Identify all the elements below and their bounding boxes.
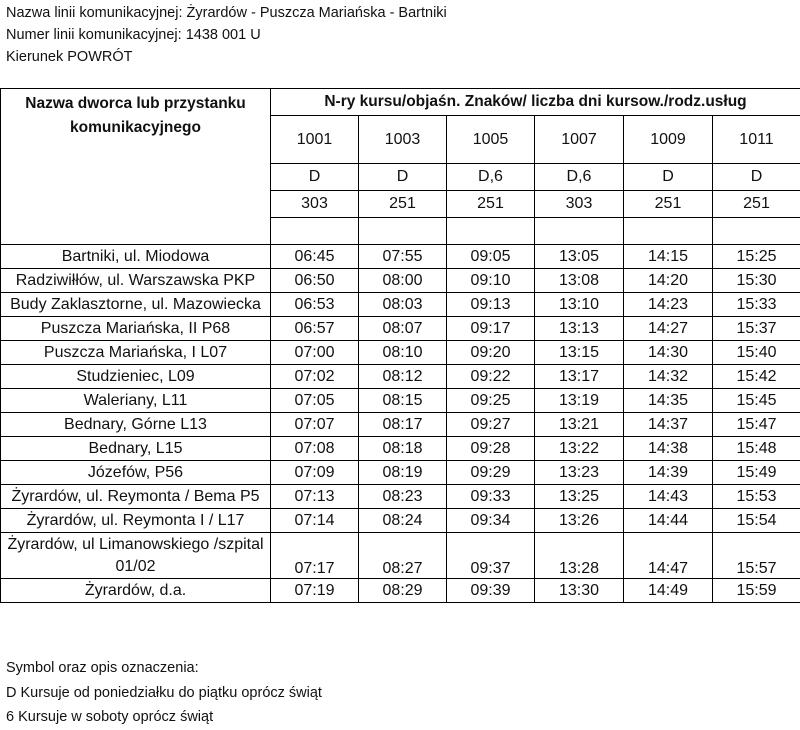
departure-time: 14:27 (624, 317, 713, 341)
departure-time: 09:17 (447, 317, 535, 341)
departure-time: 13:17 (535, 365, 624, 389)
table-row (1, 269, 800, 293)
departure-time: 08:27 (359, 533, 447, 579)
departure-time: 14:39 (624, 461, 713, 485)
departure-time: 13:10 (535, 293, 624, 317)
departure-time: 07:05 (271, 389, 359, 413)
departure-time: 08:17 (359, 413, 447, 437)
departure-time: 06:53 (271, 293, 359, 317)
departure-time: 15:47 (713, 413, 800, 437)
departure-time: 14:35 (624, 389, 713, 413)
table-row (1, 317, 800, 341)
departure-time: 07:00 (271, 341, 359, 365)
departure-time: 15:33 (713, 293, 800, 317)
stop-name: Puszcza Mariańska, II P68 (1, 317, 271, 341)
departure-time: 14:44 (624, 509, 713, 533)
departure-time: 13:08 (535, 269, 624, 293)
course-marker: D (624, 164, 713, 191)
table-row (1, 341, 800, 365)
departure-time: 13:25 (535, 485, 624, 509)
departure-time: 15:49 (713, 461, 800, 485)
line-name: Nazwa linii komunikacyjnej: Żyrardów - Puszcza Mariańska - Bartniki (6, 5, 447, 21)
departure-time: 07:07 (271, 413, 359, 437)
departure-time: 08:15 (359, 389, 447, 413)
station-column-header: Nazwa dworca lub przystanku komunikacyjnego (1, 89, 271, 245)
departure-time: 07:08 (271, 437, 359, 461)
stop-name: Bednary, L15 (1, 437, 271, 461)
departure-time: 15:42 (713, 365, 800, 389)
departure-time: 15:59 (713, 579, 800, 603)
departure-time: 08:24 (359, 509, 447, 533)
course-marker: D,6 (535, 164, 624, 191)
departure-time: 15:30 (713, 269, 800, 293)
legend-item-d: D Kursuje od poniedziałku do piątku oprócz świąt (6, 685, 322, 701)
departure-time: 08:29 (359, 579, 447, 603)
departure-time: 14:49 (624, 579, 713, 603)
departure-time: 15:40 (713, 341, 800, 365)
departure-time: 14:37 (624, 413, 713, 437)
departure-time: 15:25 (713, 245, 800, 269)
departure-time: 08:03 (359, 293, 447, 317)
day-count: 251 (713, 191, 800, 218)
table-row (1, 437, 800, 461)
departure-time: 07:14 (271, 509, 359, 533)
departure-time: 08:10 (359, 341, 447, 365)
table-row (1, 293, 800, 317)
table-row (1, 485, 800, 509)
stop-name: Budy Zaklasztorne, ul. Mazowiecka (1, 293, 271, 317)
course-marker: D (713, 164, 800, 191)
course-marker: D,6 (447, 164, 535, 191)
departure-time: 14:23 (624, 293, 713, 317)
departure-time: 06:45 (271, 245, 359, 269)
stop-name: Żyrardów, ul. Reymonta I / L17 (1, 509, 271, 533)
departure-time: 13:19 (535, 389, 624, 413)
departure-time: 13:28 (535, 533, 624, 579)
course-number: 1011 (713, 116, 800, 164)
table-row (1, 461, 800, 485)
departure-time: 14:32 (624, 365, 713, 389)
departure-time: 07:17 (271, 533, 359, 579)
departure-time: 07:09 (271, 461, 359, 485)
departure-time: 13:15 (535, 341, 624, 365)
departure-time: 08:19 (359, 461, 447, 485)
departure-time: 14:38 (624, 437, 713, 461)
table-row (1, 389, 800, 413)
table-row (1, 579, 800, 603)
departure-time: 13:21 (535, 413, 624, 437)
stop-name: Żyrardów, d.a. (1, 579, 271, 603)
legend-title: Symbol oraz opis oznaczenia: (6, 660, 199, 676)
day-count: 251 (447, 191, 535, 218)
departure-time: 08:18 (359, 437, 447, 461)
day-count: 251 (359, 191, 447, 218)
departure-time: 08:23 (359, 485, 447, 509)
departure-time: 09:34 (447, 509, 535, 533)
departure-time: 15:57 (713, 533, 800, 579)
departure-time: 09:28 (447, 437, 535, 461)
stop-name: Bednary, Górne L13 (1, 413, 271, 437)
departure-time: 14:15 (624, 245, 713, 269)
course-number: 1001 (271, 116, 359, 164)
departure-time: 15:48 (713, 437, 800, 461)
departure-time: 14:20 (624, 269, 713, 293)
course-marker: D (271, 164, 359, 191)
departure-time: 07:55 (359, 245, 447, 269)
departure-time: 15:53 (713, 485, 800, 509)
departure-time: 15:45 (713, 389, 800, 413)
table-row (1, 245, 800, 269)
day-count: 303 (535, 191, 624, 218)
stop-name: Żyrardów, ul. Reymonta / Bema P5 (1, 485, 271, 509)
departure-time: 08:07 (359, 317, 447, 341)
stop-name: Bartniki, ul. Miodowa (1, 245, 271, 269)
table-row (1, 365, 800, 389)
departure-time: 14:47 (624, 533, 713, 579)
departure-time: 13:30 (535, 579, 624, 603)
departure-time: 09:37 (447, 533, 535, 579)
timetable (0, 88, 800, 603)
stop-name: Radziwiłłów, ul. Warszawska PKP (1, 269, 271, 293)
course-number: 1007 (535, 116, 624, 164)
departure-time: 13:22 (535, 437, 624, 461)
departure-time: 09:22 (447, 365, 535, 389)
departure-time: 15:54 (713, 509, 800, 533)
stop-name: Waleriany, L11 (1, 389, 271, 413)
departure-time: 09:33 (447, 485, 535, 509)
departure-time: 13:23 (535, 461, 624, 485)
departure-time: 14:43 (624, 485, 713, 509)
departure-time: 06:57 (271, 317, 359, 341)
direction: Kierunek POWRÓT (6, 49, 133, 65)
departure-time: 09:20 (447, 341, 535, 365)
departure-time: 09:25 (447, 389, 535, 413)
departure-time: 09:13 (447, 293, 535, 317)
departure-time: 07:02 (271, 365, 359, 389)
departure-time: 15:37 (713, 317, 800, 341)
departure-time: 09:27 (447, 413, 535, 437)
stop-name: Józefów, P56 (1, 461, 271, 485)
departure-time: 13:26 (535, 509, 624, 533)
course-header: N-ry kursu/objaśn. Znaków/ liczba dni kursow./rodz.usług (271, 89, 800, 116)
departure-time: 08:12 (359, 365, 447, 389)
line-number: Numer linii komunikacyjnej: 1438 001 U (6, 27, 261, 43)
course-marker: D (359, 164, 447, 191)
departure-time: 13:13 (535, 317, 624, 341)
table-row (1, 413, 800, 437)
day-count: 251 (624, 191, 713, 218)
day-count: 303 (271, 191, 359, 218)
stop-name: Studzieniec, L09 (1, 365, 271, 389)
departure-time: 07:19 (271, 579, 359, 603)
stops-body (1, 245, 800, 603)
departure-time: 09:10 (447, 269, 535, 293)
table-row (1, 533, 800, 579)
course-number: 1003 (359, 116, 447, 164)
departure-time: 07:13 (271, 485, 359, 509)
stop-name: Żyrardów, ul Limanowskiego /szpital 01/02 (1, 533, 271, 579)
departure-time: 09:39 (447, 579, 535, 603)
departure-time: 14:30 (624, 341, 713, 365)
departure-time: 13:05 (535, 245, 624, 269)
departure-time: 09:05 (447, 245, 535, 269)
stop-name: Puszcza Mariańska, I L07 (1, 341, 271, 365)
legend-item-6: 6 Kursuje w soboty oprócz świąt (6, 709, 214, 725)
course-number: 1009 (624, 116, 713, 164)
course-number: 1005 (447, 116, 535, 164)
departure-time: 06:50 (271, 269, 359, 293)
departure-time: 09:29 (447, 461, 535, 485)
departure-time: 08:00 (359, 269, 447, 293)
table-row (1, 509, 800, 533)
